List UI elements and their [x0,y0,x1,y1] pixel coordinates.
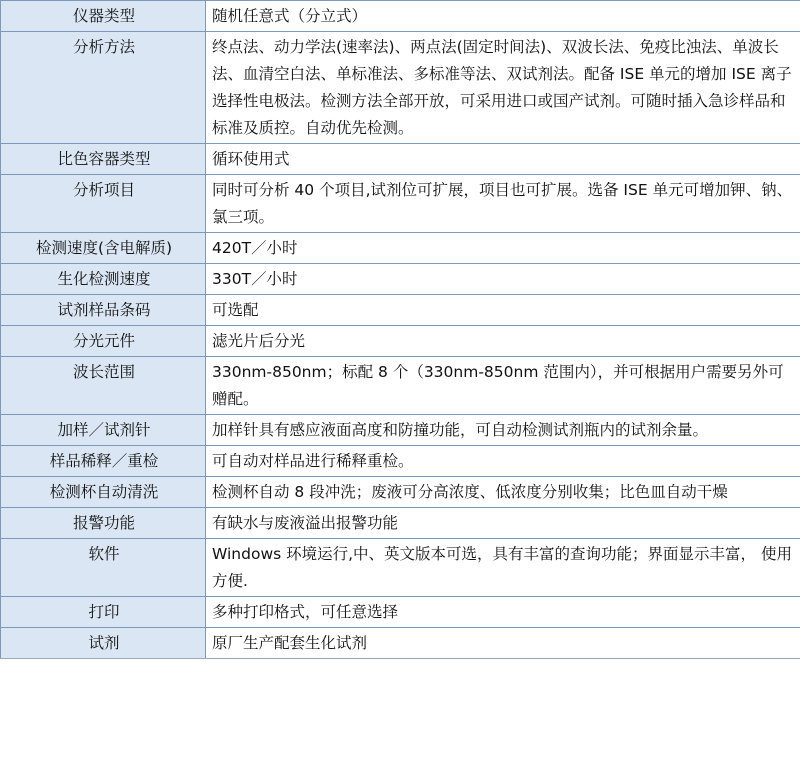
row-label: 分析项目 [1,175,206,233]
row-label: 分光元件 [1,326,206,357]
row-label: 报警功能 [1,508,206,539]
row-label: 试剂样品条码 [1,295,206,326]
row-label: 检测速度(含电解质) [1,233,206,264]
row-value: 多种打印格式，可任意选择 [206,597,800,628]
table-row [1,628,800,659]
row-value: 循环使用式 [206,144,800,175]
row-label: 仪器类型 [1,1,206,32]
row-label: 打印 [1,597,206,628]
row-value: 检测杯自动 8 段冲洗；废液可分高浓度、低浓度分别收集；比色皿自动干燥 [206,477,800,508]
row-value: Windows 环境运行,中、英文版本可选，具有丰富的查询功能；界面显示丰富， 使用方便. [206,539,800,597]
table-row [1,32,800,144]
row-value: 终点法、动力学法(速率法)、两点法(固定时间法)、双波长法、免疫比浊法、单波长法、血清空白法、单标准法、多标准等法、双试剂法。配备 ISE 单元的增加 ISE 离子选择性电极法。检测方法全部开放，可采用进口或国产试剂。可随时插入急诊样品和标准及质控。自动优先检测。 [206,32,800,144]
table-row [1,175,800,233]
row-value: 可自动对样品进行稀释重检。 [206,446,800,477]
row-label: 波长范围 [1,357,206,415]
row-label: 试剂 [1,628,206,659]
table-row [1,295,800,326]
row-label: 样品稀释／重检 [1,446,206,477]
row-value: 滤光片后分光 [206,326,800,357]
table-row [1,477,800,508]
row-value: 420T／小时 [206,233,800,264]
row-value: 同时可分析 40 个项目,试剂位可扩展，项目也可扩展。选备 ISE 单元可增加钾、钠、氯三项。 [206,175,800,233]
row-value: 原厂生产配套生化试剂 [206,628,800,659]
row-label: 加样／试剂针 [1,415,206,446]
row-value: 可选配 [206,295,800,326]
row-label: 检测杯自动清洗 [1,477,206,508]
table-row [1,597,800,628]
row-label: 比色容器类型 [1,144,206,175]
table-row [1,415,800,446]
table-row [1,264,800,295]
row-label: 分析方法 [1,32,206,144]
table-row [1,233,800,264]
row-value: 有缺水与废液溢出报警功能 [206,508,800,539]
row-value: 随机任意式（分立式） [206,1,800,32]
table-row [1,508,800,539]
row-label: 生化检测速度 [1,264,206,295]
table-row [1,357,800,415]
table-row [1,539,800,597]
row-value: 330nm-850nm；标配 8 个（330nm-850nm 范围内），并可根据用户需要另外可赠配。 [206,357,800,415]
row-value: 加样针具有感应液面高度和防撞功能，可自动检测试剂瓶内的试剂余量。 [206,415,800,446]
table-row [1,446,800,477]
table-row [1,326,800,357]
table-row [1,1,800,32]
row-value: 330T／小时 [206,264,800,295]
table-row [1,144,800,175]
row-label: 软件 [1,539,206,597]
